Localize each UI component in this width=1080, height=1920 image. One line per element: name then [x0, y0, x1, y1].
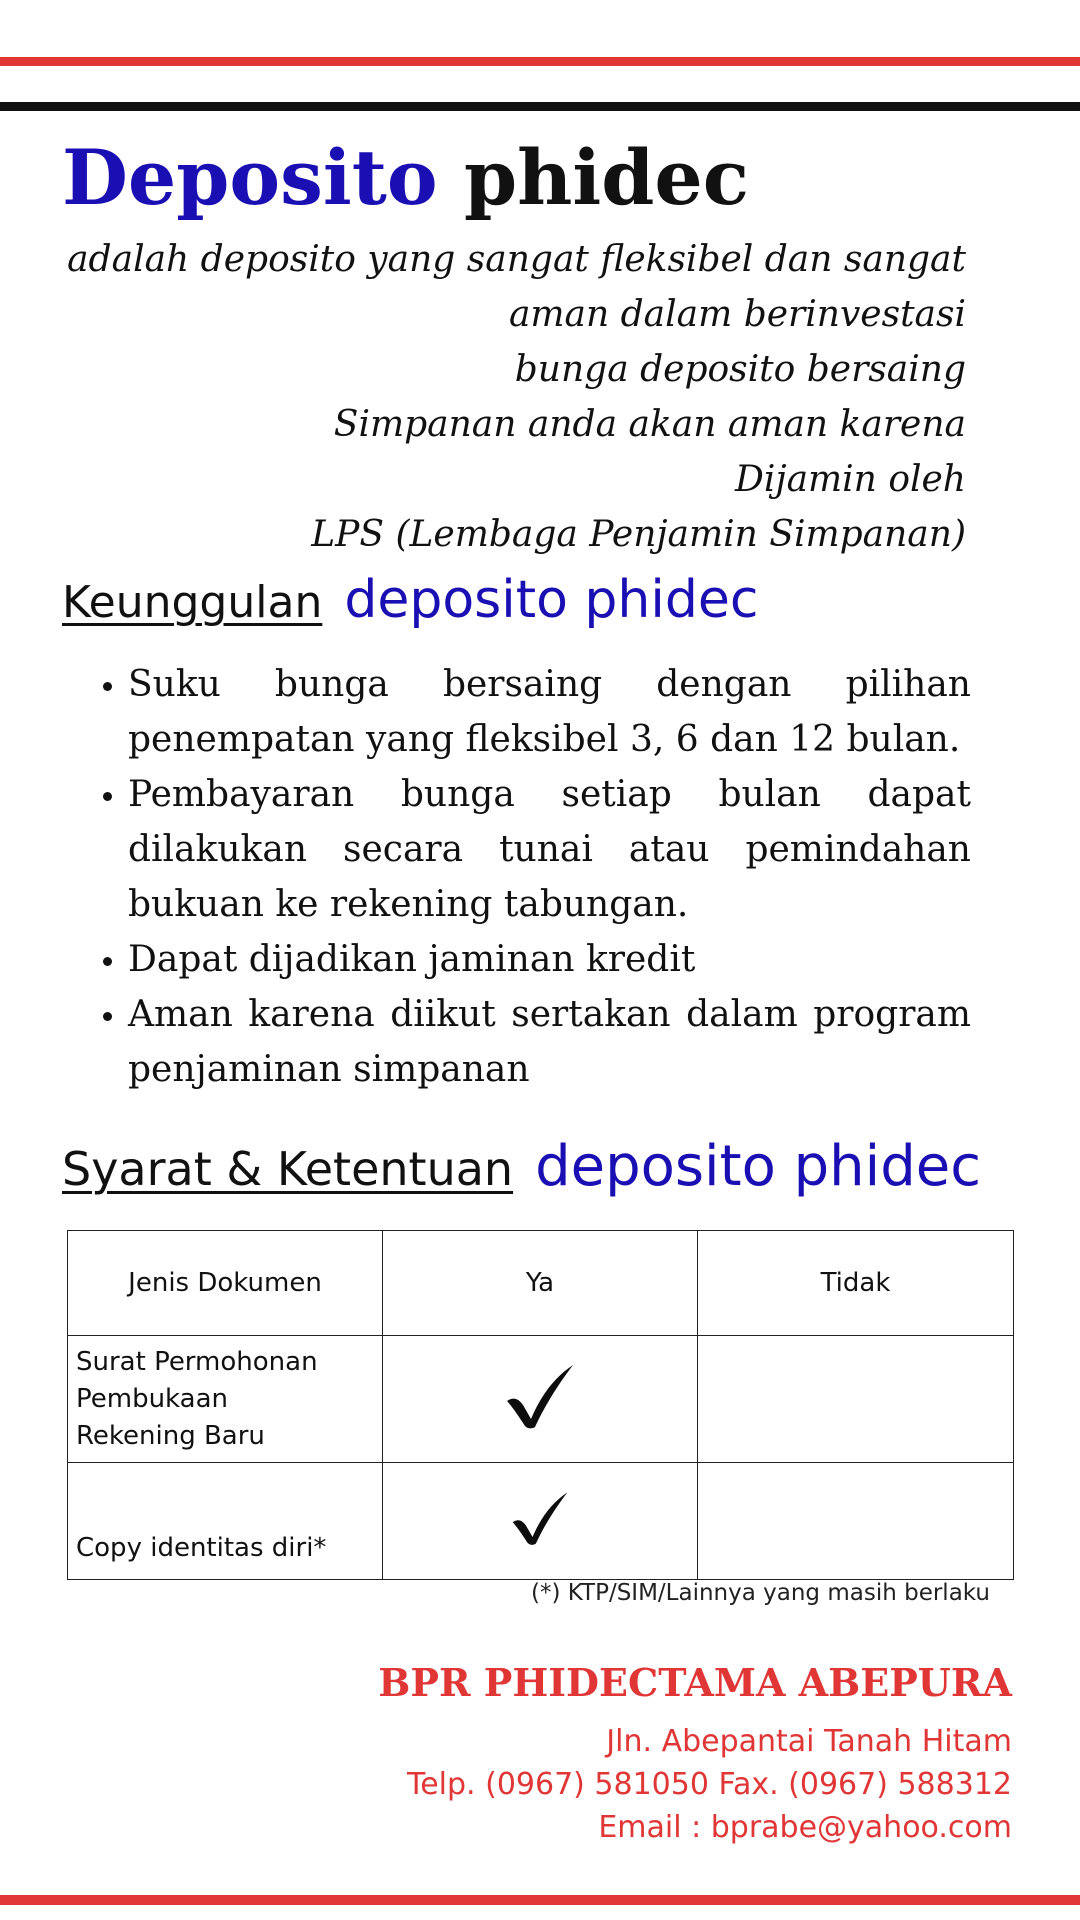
list-item: • Aman karena diikut sertakan dalam program penjaminan simpanan [128, 987, 971, 1097]
benefits-heading-product: deposito phidec [344, 570, 759, 630]
ya-cell [383, 1336, 698, 1463]
terms-heading-label: Syarat & Ketentuan [62, 1142, 514, 1196]
terms-heading [62, 1134, 981, 1202]
address: Jln. Abepantai Tanah Hitam [606, 1724, 1012, 1759]
checkmark-icon [509, 1489, 571, 1547]
list-item: • Pembayaran bunga setiap bulan dapat dilakukan secara tunai atau pemindahan bukuan ke rekening tabungan. [128, 767, 971, 932]
contact-info [407, 1720, 1012, 1849]
table-row [68, 1336, 1014, 1463]
documents-table [67, 1230, 1014, 1580]
intro-line: bunga deposito bersaing [514, 349, 966, 390]
email: Email : bprabe@yahoo.com [598, 1810, 1012, 1845]
footnote: (*) KTP/SIM/Lainnya yang masih berlaku [530, 1580, 990, 1606]
doc-name: Copy identitas diri* [68, 1463, 383, 1580]
doc-name [68, 1336, 383, 1463]
company-name: BPR PHIDECTAMA ABEPURA [378, 1660, 1012, 1705]
list-item: • Dapat dijadikan jaminan kredit [128, 932, 971, 987]
list-item: • Suku bunga bersaing dengan pilihan penempatan yang fleksibel 3, 6 dan 12 bulan. [128, 657, 971, 767]
intro-text [62, 232, 966, 562]
top-black-rule [0, 102, 1080, 111]
intro-line: adalah deposito yang sangat fleksibel dan sangat [67, 239, 966, 280]
header-tidak: Tidak [698, 1231, 1014, 1336]
checkmark-icon [503, 1361, 577, 1431]
benefits-heading [62, 568, 758, 635]
table-header-row [68, 1231, 1014, 1336]
header-ya: Ya [383, 1231, 698, 1336]
intro-line: Dijamin oleh [735, 459, 966, 500]
table-row [68, 1463, 1014, 1580]
intro-line: Simpanan anda akan aman karena [333, 404, 966, 445]
tidak-cell [698, 1463, 1014, 1580]
bottom-red-rule [0, 1895, 1080, 1905]
header-jenis-dokumen: Jenis Dokumen [68, 1231, 383, 1336]
title-deposito: Deposito [62, 133, 438, 222]
page-title [62, 128, 749, 228]
top-red-rule [0, 57, 1080, 66]
doc-name-text: Surat Permohonan Pembukaan Rekening Baru [76, 1346, 318, 1451]
intro-line: aman dalam berinvestasi [508, 294, 966, 335]
intro-line: LPS (Lembaga Penjamin Simpanan) [311, 514, 966, 555]
tidak-cell [698, 1336, 1014, 1463]
ya-cell [383, 1463, 698, 1580]
benefits-list [90, 657, 971, 1097]
phone-fax: Telp. (0967) 581050 Fax. (0967) 588312 [406, 1767, 1012, 1802]
title-phidec: phidec [464, 133, 750, 222]
benefits-heading-label: Keunggulan [62, 577, 323, 628]
terms-heading-product: deposito phidec [535, 1134, 982, 1199]
